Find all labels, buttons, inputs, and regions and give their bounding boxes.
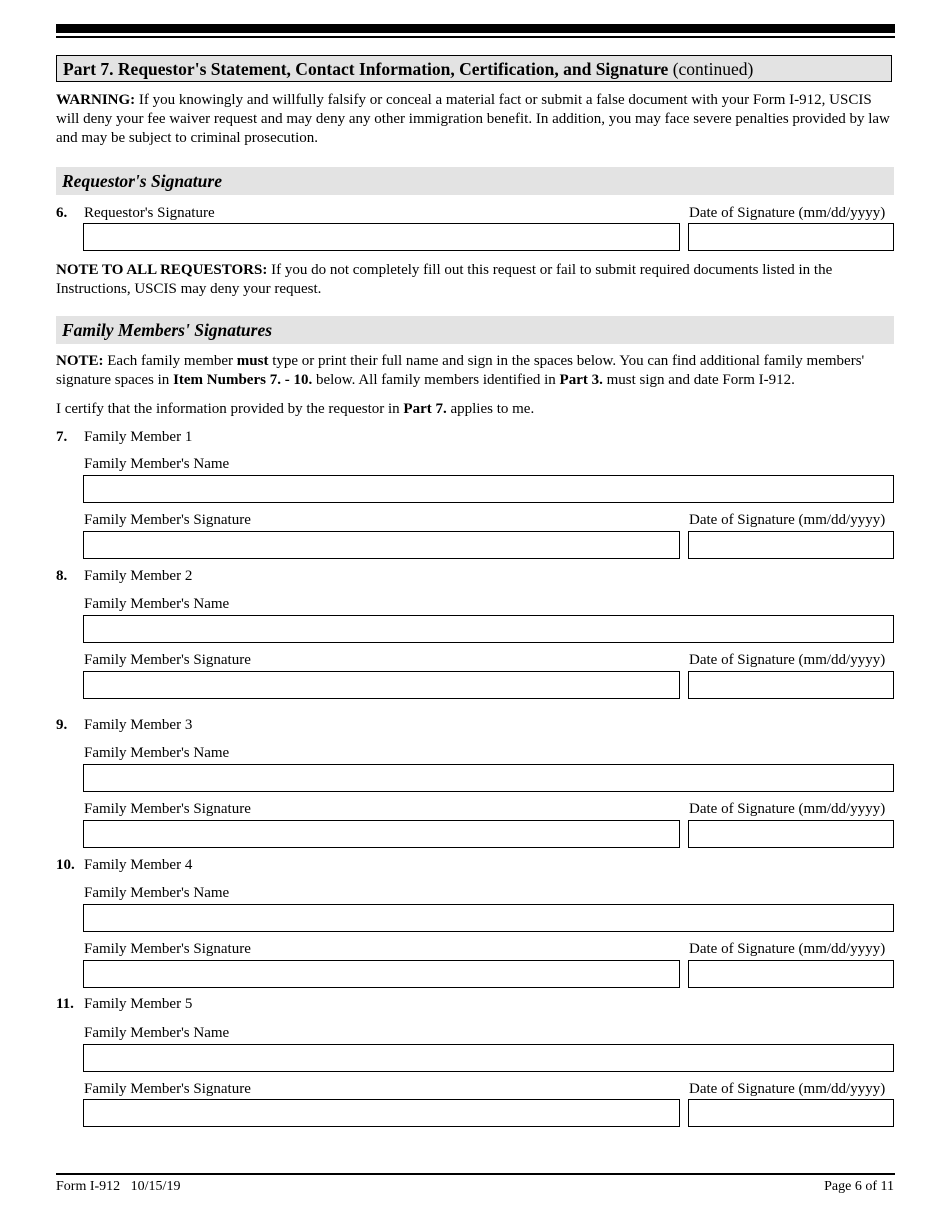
family-member-2-name-field[interactable] — [83, 615, 894, 643]
family-member-5-date-field[interactable] — [688, 1099, 894, 1127]
family-member-1-name-label: Family Member's Name — [84, 456, 230, 472]
family-member-4-signature-field[interactable] — [83, 960, 680, 988]
part-7-header — [56, 55, 892, 82]
family-member-1-signature-label: Family Member's Signature — [84, 512, 251, 528]
family-member-2-name-label: Family Member's Name — [84, 596, 230, 612]
warning-text: If you knowingly and willfully falsify or conceal a material fact or submit a false document with your Form I-912, USCIS will deny your fee waiver request and may deny any other immigration benefit. In addition, you may face severe penalties provided by law and may be subject to criminal prosecution. — [56, 92, 890, 146]
family-member-4-signature-label: Family Member's Signature — [84, 941, 251, 957]
family-note-paragraph — [56, 352, 896, 390]
family-member-4-name-label: Family Member's Name — [84, 885, 230, 901]
note-requestors-label: NOTE TO ALL REQUESTORS: — [56, 262, 268, 278]
family-member-3-name-field[interactable] — [83, 764, 894, 792]
note-to-requestors — [56, 261, 896, 299]
family-member-3-date-label: Date of Signature (mm/dd/yyyy) — [689, 801, 886, 817]
family-note-text-3: below. All family members identified in — [312, 372, 560, 388]
family-member-1-title: Family Member 1 — [84, 429, 193, 445]
family-member-3-name-label: Family Member's Name — [84, 745, 230, 761]
footer-form-id: Form I-912 10/15/19 — [56, 1179, 181, 1194]
family-member-5-signature-field[interactable] — [83, 1099, 680, 1127]
family-member-5-date-label: Date of Signature (mm/dd/yyyy) — [689, 1081, 886, 1097]
family-member-2-date-label: Date of Signature (mm/dd/yyyy) — [689, 652, 886, 668]
family-member-4-date-field[interactable] — [688, 960, 894, 988]
family-member-4-date-label: Date of Signature (mm/dd/yyyy) — [689, 941, 886, 957]
family-member-1-signature-field[interactable] — [83, 531, 680, 559]
item-number-9: 9. — [56, 717, 68, 733]
top-rule-thick — [56, 24, 895, 33]
family-member-3-date-field[interactable] — [688, 820, 894, 848]
family-member-2-signature-field[interactable] — [83, 671, 680, 699]
part-suffix: (continued) — [668, 59, 754, 79]
family-member-1-name-field[interactable] — [83, 475, 894, 503]
family-member-2-title: Family Member 2 — [84, 568, 193, 584]
family-member-4-name-field[interactable] — [83, 904, 894, 932]
warning-label: WARNING: — [56, 92, 136, 108]
family-note-text-1: Each family member — [103, 353, 237, 369]
footer-rule — [56, 1173, 895, 1175]
family-note-text-4: must sign and date Form I-912. — [602, 372, 795, 388]
family-member-3-signature-label: Family Member's Signature — [84, 801, 251, 817]
requestor-signature-label: Requestor's Signature — [84, 205, 215, 221]
warning-paragraph — [56, 91, 896, 148]
note-requestors-text: If you do not completely fill out this request or fail to submit required documents listed in the Instructions, USCIS may deny your request. — [56, 262, 833, 297]
family-signatures-section-title: Family Members' Signatures — [56, 316, 894, 344]
family-member-5-name-label: Family Member's Name — [84, 1025, 230, 1041]
family-member-5-signature-label: Family Member's Signature — [84, 1081, 251, 1097]
item-number-7: 7. — [56, 429, 68, 445]
requestor-signature-section-title: Requestor's Signature — [56, 167, 894, 195]
part-title: Part 7. Requestor's Statement, Contact Information, Certification, and Signature — [63, 59, 669, 79]
family-member-5-title: Family Member 5 — [84, 996, 193, 1012]
family-member-1-date-field[interactable] — [688, 531, 894, 559]
item-number-8: 8. — [56, 568, 68, 584]
family-member-3-signature-field[interactable] — [83, 820, 680, 848]
family-note-items: Item Numbers 7. - 10. — [173, 372, 313, 388]
family-note-label: NOTE: — [56, 353, 104, 369]
certify-text-2: applies to me. — [446, 401, 535, 417]
item-number-11: 11. — [56, 996, 74, 1012]
family-member-4-title: Family Member 4 — [84, 857, 193, 873]
family-member-5-name-field[interactable] — [83, 1044, 894, 1072]
family-member-2-date-field[interactable] — [688, 671, 894, 699]
family-member-1-date-label: Date of Signature (mm/dd/yyyy) — [689, 512, 886, 528]
requestor-signature-field[interactable] — [83, 223, 680, 251]
item-number-10: 10. — [56, 857, 75, 873]
family-member-3-title: Family Member 3 — [84, 717, 193, 733]
item-number-6: 6. — [56, 205, 68, 221]
certify-text-1: I certify that the information provided by the requestor in — [56, 401, 404, 417]
certify-statement — [56, 400, 896, 419]
certify-part7: Part 7. — [403, 401, 447, 417]
family-member-2-signature-label: Family Member's Signature — [84, 652, 251, 668]
family-note-text-2: type or print their full name and sign in the spaces below. You can find additional family members' signature spaces in — [56, 353, 865, 388]
requestor-date-label: Date of Signature (mm/dd/yyyy) — [689, 205, 886, 221]
requestor-date-field[interactable] — [688, 223, 894, 251]
family-note-must: must — [236, 353, 269, 369]
footer-page-number: Page 6 of 11 — [824, 1179, 894, 1194]
top-rule-thin — [56, 36, 895, 38]
family-note-part3: Part 3. — [559, 372, 603, 388]
